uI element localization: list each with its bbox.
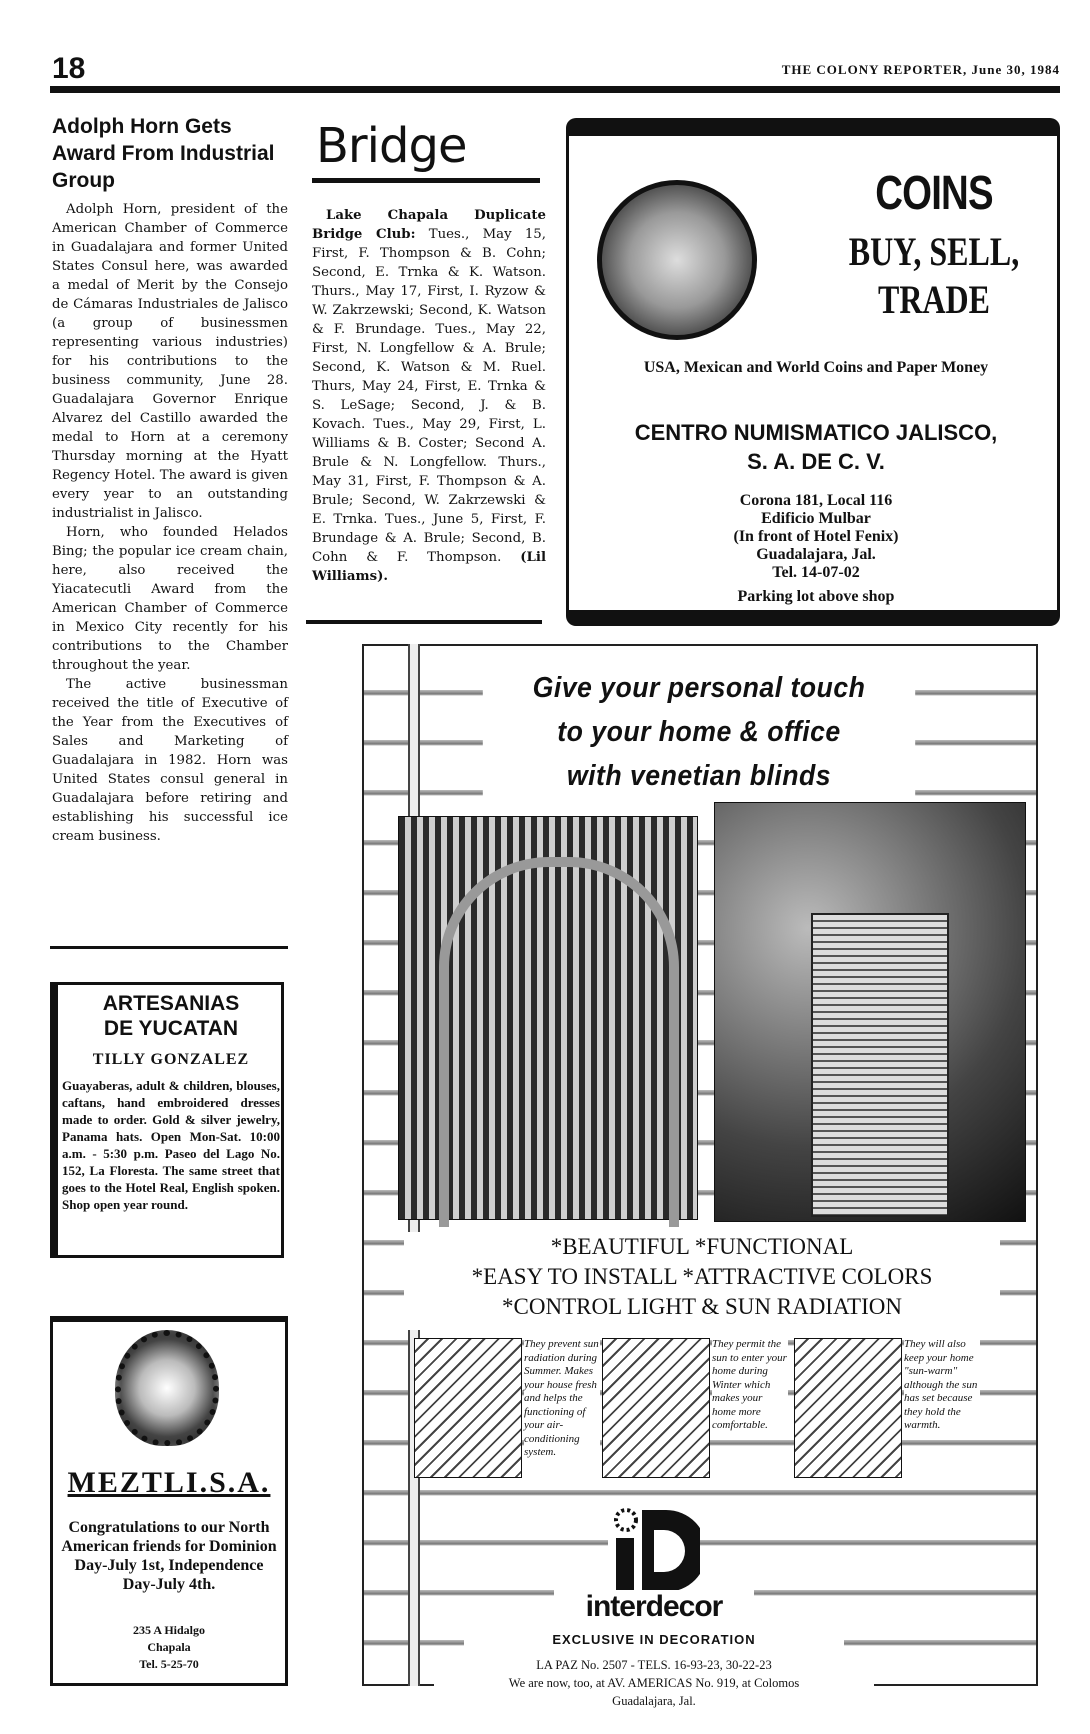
- summer-note: They prevent sun radiation during Summer. Makes your house fresh and helps the functioning of your air-conditioning system.: [524, 1338, 599, 1458]
- meztli-message: Congratulations to our North American friends for Dominion Day-July 1st, Independence Day-July 4th.: [61, 1519, 277, 1593]
- evening-diagram: [794, 1338, 902, 1478]
- meztli-address-line: Chapala: [147, 1640, 191, 1654]
- column-divider: [50, 946, 288, 949]
- artesanias-description: Guayaberas, adult & children, blouses, caftans, hand embroidered dresses made to order. Gold & silver jewelry, Panama hats. Open Mon-Sat. 10:00 a.m. - 5:30 p.m. Paseo del Lago No. 152, La Floresta. The same street that goes to the Hotel Real, English spoken. Shop open year round.: [62, 1078, 280, 1212]
- coins-address-line: Edificio Mulbar: [761, 510, 871, 527]
- coins-description: USA, Mexican and World Coins and Paper Money: [643, 359, 989, 376]
- story-body: [52, 200, 288, 846]
- story-paragraph: The active businessman received the title of Executive of the Year from the Executives of Sales and Marketing of Guadalajara in 1982. Horn was United States consul general in Guadalajara before retiring and establishing his successful ice cream business.: [52, 677, 288, 844]
- story-paragraph: Horn, who founded Helados Bing; the popular ice cream chain, here, also received the Yiacatecutli Award from the American Chamber of Commerce in Mexico City recently for his contributions to the Chamber throughout the year.: [52, 525, 288, 673]
- bridge-title-rule: [312, 178, 540, 183]
- coin-medal-image: [597, 180, 757, 340]
- meztli-address-line: 235 A Hidalgo: [132, 1623, 206, 1637]
- meztli-address: [53, 1622, 285, 1673]
- summer-diagram: [414, 1338, 522, 1478]
- meztli-address-line: Tel. 5-25-70: [139, 1657, 199, 1671]
- interdecor-logo-icon: [608, 1504, 700, 1596]
- coins-company-line: S. A. DE C. V.: [747, 449, 885, 474]
- coins-buy-sell: BUY, SELL,: [848, 229, 1020, 274]
- interdecor-contact: [434, 1656, 874, 1710]
- bridge-body: [312, 206, 546, 586]
- coins-title: COINS: [875, 167, 993, 220]
- blinds-features: [404, 1232, 1000, 1330]
- coins-company: [579, 418, 1053, 476]
- blinds-headline-line: to your home & office: [557, 716, 841, 748]
- coins-address-line: Corona 181, Local 116: [739, 492, 893, 509]
- blinds-headline-line: with venetian blinds: [566, 760, 832, 792]
- bridge-results: [312, 206, 546, 586]
- winter-note: They permit the sun to enter your home during Winter which makes your home more comfortable.: [712, 1338, 787, 1431]
- blinds-feature-line: *CONTROL LIGHT & SUN RADIATION: [502, 1294, 902, 1319]
- page-number: 18: [52, 52, 86, 85]
- evening-note: They will also keep your home "sun-warm" although the sun has set because they hold the warmth.: [904, 1338, 980, 1433]
- blinds-headline: [483, 666, 915, 802]
- coins-address-line: Guadalajara, Jal.: [756, 546, 876, 563]
- bridge-title: Bridge: [316, 118, 467, 174]
- header-rule: [50, 86, 1060, 93]
- rolled-blinds-photo: [714, 802, 1026, 1222]
- story-paragraph: Adolph Horn, president of the American Chamber of Commerce in Guadalajara and former United States Consul here, was awarded a medal of Merit by the Consejo de Cámaras Industriales de Jalisco (a group of businessmen representing various industries) for his contributions to the business community, June 28. Guadalajara Governor Enrique Alvarez del Castillo awarded the medal to Horn at a ceremony Thursday morning at the Hyatt Regency Hotel. The award is given every year to an outstanding industrialist in Jalisco.: [52, 202, 288, 521]
- interdecor-advertisement: [362, 644, 1038, 1708]
- coins-trade: TRADE: [877, 277, 991, 322]
- meztli-name: MEZTLI.S.A.: [67, 1466, 271, 1499]
- arched-blinds-photo: [398, 816, 698, 1220]
- coins-address-line: Tel. 14-07-02: [772, 564, 860, 581]
- interdecor-brand: interdecor: [554, 1590, 754, 1624]
- coins-company-line: CENTRO NUMISMATICO JALISCO,: [634, 420, 998, 445]
- artesanias-title: [58, 991, 284, 1041]
- blinds-headline-line: Give your personal touch: [532, 672, 866, 704]
- coins-address: [589, 492, 1043, 582]
- masthead: THE COLONY REPORTER, June 30, 1984: [781, 62, 1060, 77]
- meztli-emblem-image: [115, 1330, 219, 1446]
- blinds-feature-line: *EASY TO INSTALL *ATTRACTIVE COLORS: [471, 1264, 933, 1289]
- coins-advertisement: [566, 118, 1060, 626]
- artesanias-title-line: ARTESANIAS: [102, 992, 240, 1015]
- artesanias-title-line: DE YUCATAN: [103, 1017, 239, 1040]
- meztli-advertisement: [50, 1316, 288, 1686]
- interdecor-tagline: EXCLUSIVE IN DECORATION: [464, 1632, 844, 1647]
- bridge-byline: (Lil Williams).: [312, 550, 546, 584]
- interdecor-contact-line: LA PAZ No. 2507 - TELS. 16-93-23, 30-22-23: [536, 1658, 772, 1672]
- artesanias-owner: TILLY GONZALEZ: [92, 1051, 250, 1068]
- coins-address-line: (In front of Hotel Fenix): [733, 528, 899, 545]
- bridge-results-text: Tues., May 15, First, F. Thompson & B. Cohn; Second, E. Trnka & K. Watson. Thurs., May 17, First, I. Ryzow & W. Zakrzewski; Second, K. Watson & F. Brundage. Tues., May 22, First, N. Longfellow & A. Brule; Second, K. Watson & M. Ruel. Thurs, May 24, First, E. Trnka & S. LeSage; Second, J. & B. Kovach. Tues., May 29, First, L. Williams & B. Coster; Second A. Brule & N. Longfellow. Thurs., May 31, First, F. Thompson & A. Brule; Second, W. Zakrzewski & E. Trnka. Tues., June 5, First, F. Brundage & A. Brule; Second, B. Cohn & F. Thompson.: [312, 227, 546, 565]
- blinds-feature-line: *BEAUTIFUL *FUNCTIONAL: [550, 1234, 854, 1259]
- story-headline: Adolph Horn Gets Award From Industrial Group: [52, 115, 275, 192]
- interdecor-contact-line: We are now, too, at AV. AMERICAS No. 919, at Colomos: [508, 1676, 800, 1690]
- bridge-club-name: Lake Chapala Duplicate Bridge Club:: [312, 208, 546, 242]
- coins-parking: Parking lot above shop: [737, 588, 895, 605]
- interdecor-contact-line: Guadalajara, Jal.: [612, 1694, 696, 1708]
- artesanias-advertisement: [50, 982, 284, 1258]
- bridge-bottom-rule: [306, 620, 542, 624]
- winter-diagram: [602, 1338, 710, 1478]
